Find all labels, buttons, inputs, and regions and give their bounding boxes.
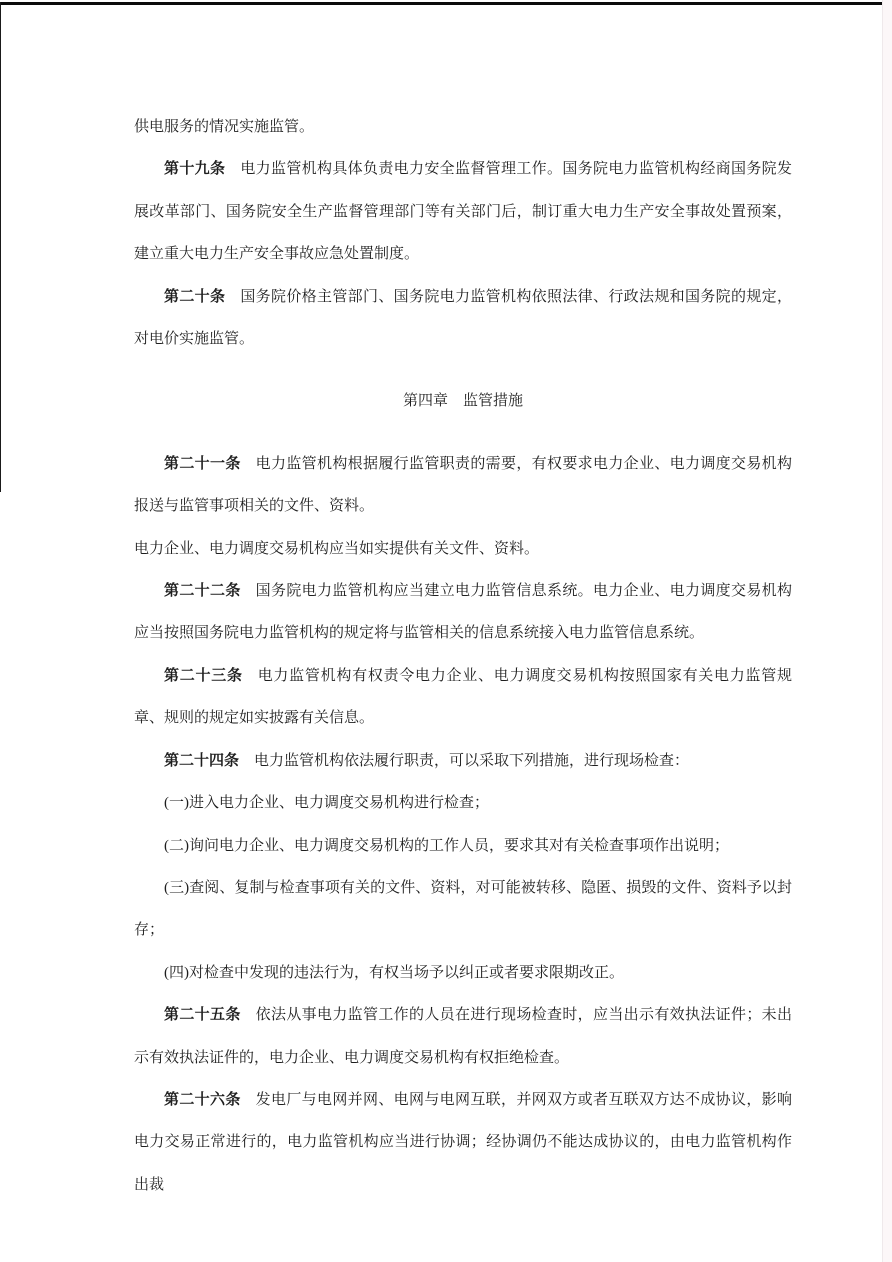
paragraph-article-23	[134, 655, 792, 740]
page-top-edge-line	[0, 2, 883, 5]
article-24-text: 电力监管机构依法履行职责，可以采取下列措施，进行现场检查：	[254, 752, 690, 769]
article-19-number: 第十九条	[164, 161, 226, 178]
list-item-1: (一)进入电力企业、电力调度交易机构进行检查；	[164, 795, 489, 812]
list-item-2: (二)询问电力企业、电力调度交易机构的工作人员，要求其对有关检查事项作出说明；	[164, 837, 729, 854]
paragraph-continuation: 供电服务的情况实施监管。	[134, 119, 315, 135]
paragraph-article-21	[134, 443, 792, 528]
article-24-number: 第二十四条	[164, 752, 240, 769]
paragraph-article-24	[134, 740, 792, 782]
paragraph-article-26	[134, 1079, 792, 1206]
article-21-number: 第二十一条	[164, 455, 241, 472]
page-left-edge-line	[0, 2, 1, 492]
chapter-4-heading: 第四章 监管措施	[402, 393, 523, 410]
list-item-4: (四)对检查中发现的违法行为，有权当场予以纠正或者要求限期改正。	[164, 964, 624, 981]
article-20-text: 国务院价格主管部门、国务院电力监管机构依照法律、行政法规和国务院的规定，对电价实施监管。	[134, 288, 792, 348]
paragraph-article-20	[134, 276, 792, 361]
article-21-text: 电力监管机构根据履行监管职责的需要，有权要求电力企业、电力调度交易机构报送与监管事项相关的文件、资料。	[134, 455, 792, 515]
article-23-number: 第二十三条	[164, 667, 243, 684]
paragraph-article-22	[134, 570, 792, 655]
article-25-text: 依法从事电力监管工作的人员在进行现场检查时，应当出示有效执法证件；未出示有效执法证件的，电力企业、电力调度交易机构有权拒绝检查。	[134, 1007, 792, 1066]
article-23-text: 电力监管机构有权责令电力企业、电力调度交易机构按照国家有关电力监管规章、规则的规定如实披露有关信息。	[134, 667, 792, 727]
article-20-number: 第二十条	[164, 288, 226, 305]
article-26-number: 第二十六条	[164, 1091, 241, 1108]
article-25-number: 第二十五条	[164, 1007, 241, 1024]
paragraph-article-25	[134, 994, 792, 1079]
page-right-gutter	[882, 0, 892, 1262]
article-22-text: 国务院电力监管机构应当建立电力监管信息系统。电力企业、电力调度交易机构应当按照国务院电力监管机构的规定将与监管相关的信息系统接入电力监管信息系统。	[134, 583, 792, 642]
paragraph-article-19	[134, 148, 792, 275]
paragraph-plain-supplement: 电力企业、电力调度交易机构应当如实提供有关文件、资料。	[134, 540, 540, 557]
article-26-text: 发电厂与电网并网、电网与电网互联，并网双方或者互联双方达不成协议，影响电力交易正常进行的，电力监管机构应当进行协调；经协调仍不能达成协议的，由电力监管机构作出裁	[134, 1091, 792, 1193]
document-body	[134, 106, 792, 1206]
list-item-3: (三)查阅、复制与检查事项有关的文件、资料，对可能被转移、隐匿、损毁的文件、资料予以封存；	[134, 879, 792, 939]
article-19-text: 电力监管机构具体负责电力安全监督管理工作。国务院电力监管机构经商国务院发展改革部门、国务院安全生产监督管理部门等有关部门后，制订重大电力生产安全事故处置预案，建立重大电力生产安全事故应急处置制度。	[134, 161, 792, 263]
article-22-number: 第二十二条	[164, 583, 241, 600]
